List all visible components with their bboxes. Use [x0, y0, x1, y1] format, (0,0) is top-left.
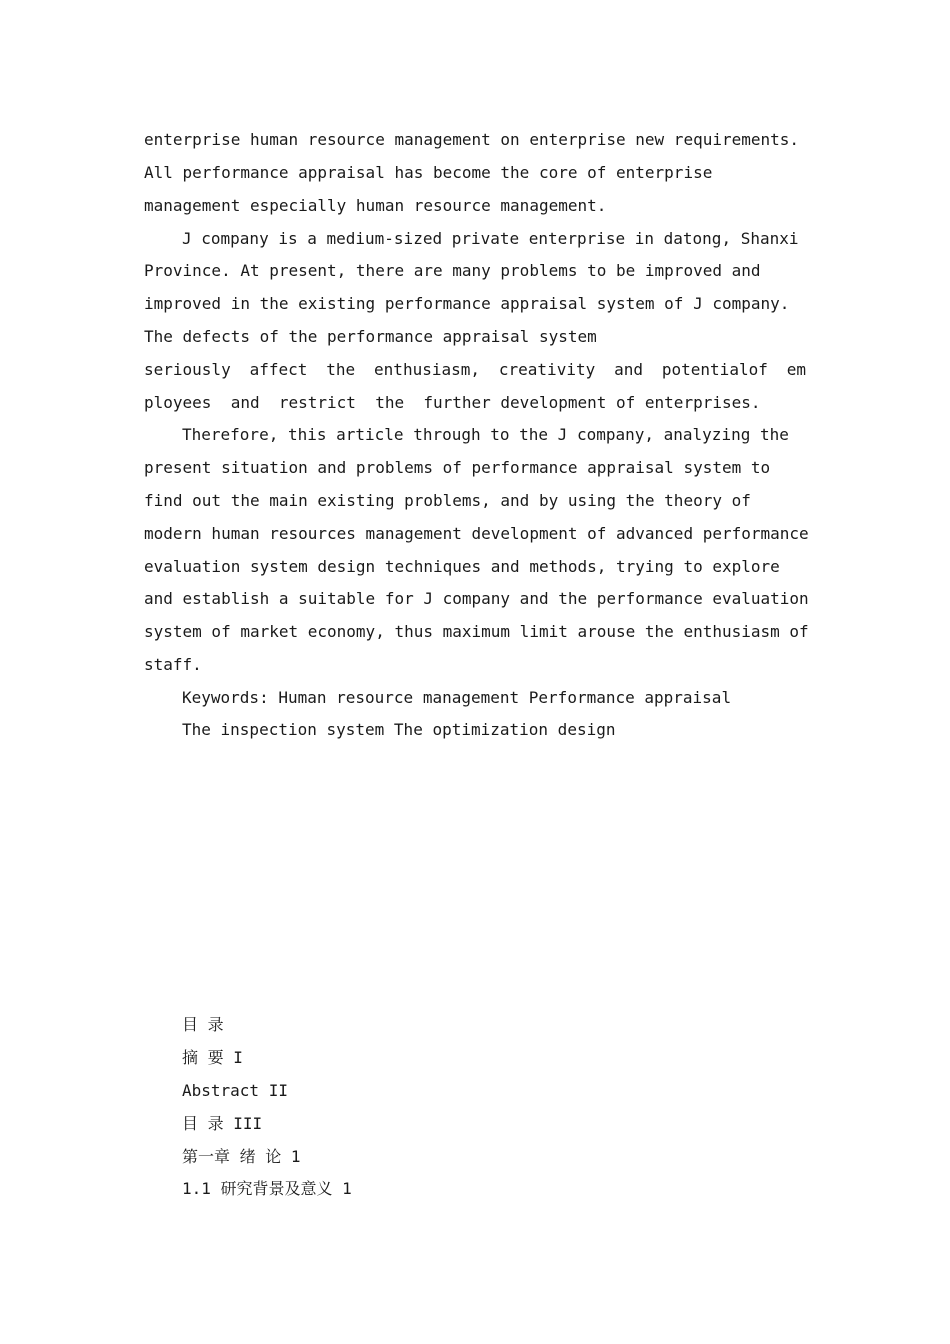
toc-item-abstract-cn[interactable]: 摘 要 I — [182, 1048, 243, 1067]
abstract-line-15: and establish a suitable for J company and the performance evaluation — [144, 589, 809, 608]
abstract-line-5: Province. At present, there are many problems to be improved and — [144, 261, 761, 280]
abstract-line-17: staff. — [144, 655, 202, 674]
abstract-line-1: enterprise human resource management on enterprise new requirements. — [144, 130, 800, 149]
abstract-line-12: find out the main existing problems, and by using the theory of — [144, 491, 751, 510]
abstract-line-7: The defects of the performance appraisal system — [144, 327, 597, 346]
keywords-line-2: The inspection system The optimization design — [182, 720, 616, 739]
abstract-line-6: improved in the existing performance appraisal system of J company. — [144, 294, 790, 313]
abstract-line-9: ployees and restrict the further development of enterprises. — [144, 393, 761, 412]
abstract-line-2: All performance appraisal has become the core of enterprise — [144, 163, 713, 182]
toc-item-chapter-1[interactable]: 第一章 绪 论 1 — [182, 1147, 301, 1166]
abstract-line-16: system of market economy, thus maximum limit arouse the enthusiasm of — [144, 622, 809, 641]
abstract-line-4: J company is a medium-sized private enterprise in datong, Shanxi — [182, 229, 799, 248]
abstract-line-8: seriously affect the enthusiasm, creativity and potentialof em — [144, 360, 806, 379]
toc-item-section-1-1[interactable]: 1.1 研究背景及意义 1 — [182, 1179, 352, 1198]
abstract-line-13: modern human resources management development of advanced performance — [144, 524, 809, 543]
toc-item-abstract-en[interactable]: Abstract II — [182, 1081, 288, 1100]
abstract-line-11: present situation and problems of performance appraisal system to — [144, 458, 771, 477]
abstract-line-14: evaluation system design techniques and methods, trying to explore — [144, 557, 780, 576]
abstract-line-3: management especially human resource management. — [144, 196, 607, 215]
toc-heading: 目 录 — [182, 1015, 224, 1034]
abstract-line-10: Therefore, this article through to the J company, analyzing the — [182, 425, 789, 444]
keywords-line-1: Keywords: Human resource management Performance appraisal — [182, 688, 732, 707]
toc-item-contents[interactable]: 目 录 III — [182, 1114, 263, 1133]
